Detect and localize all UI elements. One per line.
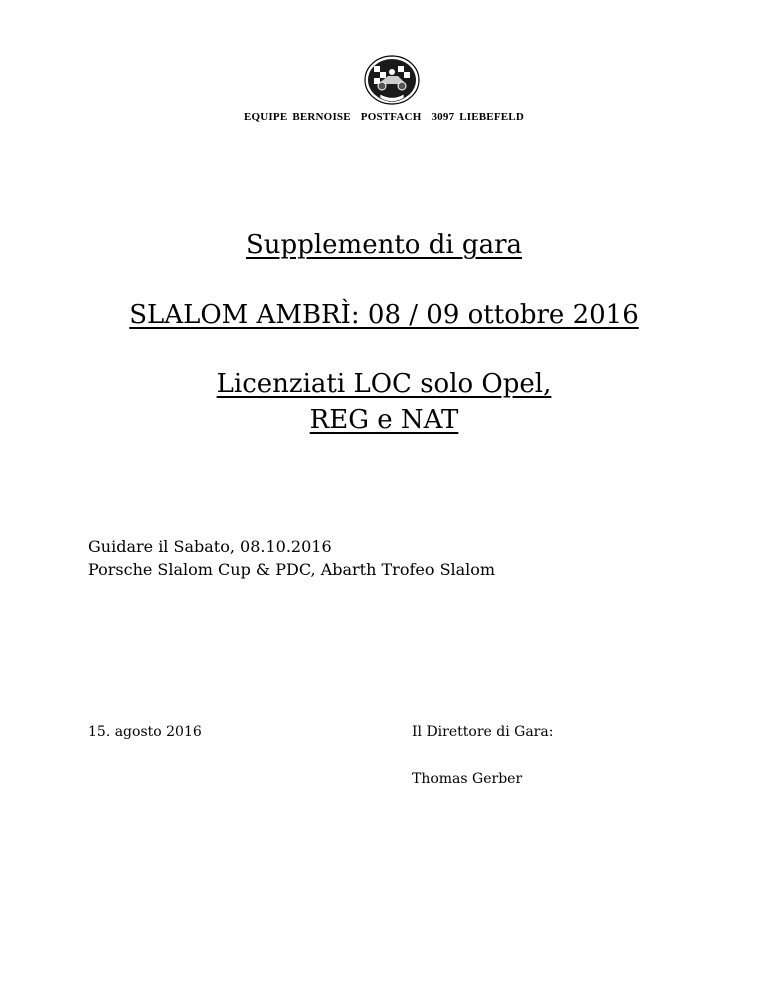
classes-line: Porsche Slalom Cup & PDC, Abarth Trofeo Slalom <box>88 560 496 579</box>
document-title: Supplemento di gara <box>246 230 522 260</box>
document-date: 15. agosto 2016 <box>88 724 202 740</box>
license-title-line1: Licenziati LOC solo Opel, <box>216 369 552 399</box>
org-name: EQUIPE BERNOISE <box>244 111 351 123</box>
director-label: Il Direttore di Gara: <box>412 724 554 740</box>
club-logo <box>364 54 420 106</box>
license-title-line2: REG e NAT <box>309 405 459 435</box>
address: 3097 LIEBEFELD <box>431 111 524 123</box>
driving-day-line: Guidare il Sabato, 08.10.2016 <box>88 537 332 556</box>
event-title: SLALOM AMBRÌ: 08 / 09 ottobre 2016 <box>129 300 639 330</box>
postfach: POSTFACH <box>360 111 422 123</box>
director-name: Thomas Gerber <box>412 771 523 787</box>
organization-address <box>0 111 768 123</box>
